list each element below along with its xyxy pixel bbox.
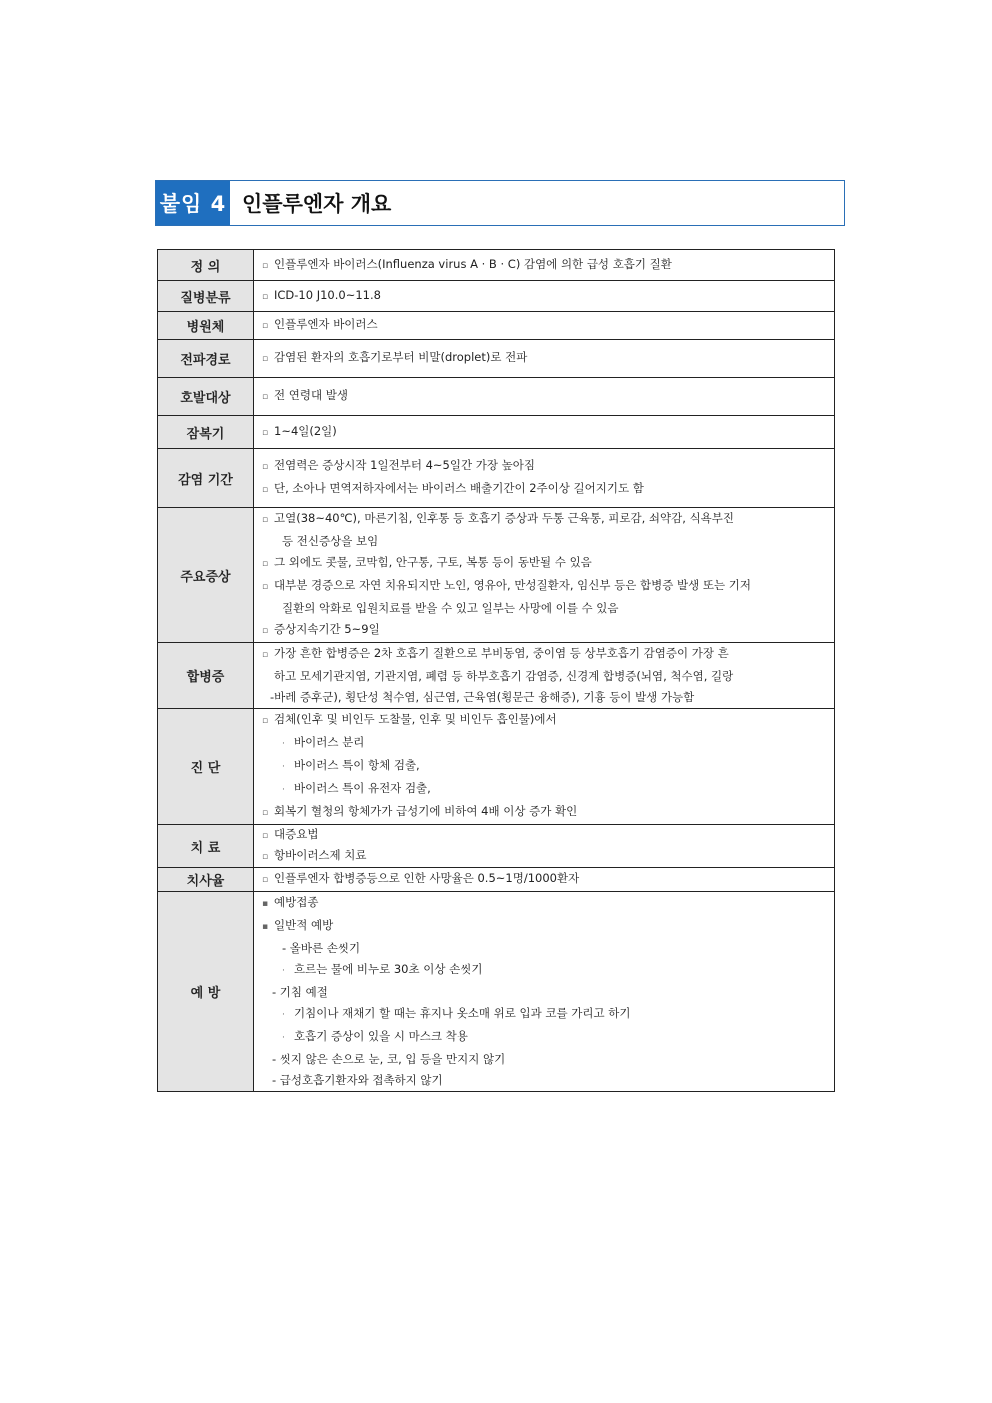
symptom-line: 그 외에도 콧물, 코막힘, 안구통, 구토, 복통 등이 동반될 수 있음	[274, 555, 592, 569]
table-row	[158, 868, 835, 892]
appendix-header	[155, 180, 845, 226]
bullet-icon: ▪	[262, 899, 269, 909]
table-row	[158, 281, 835, 312]
complication-line: -바레 증후군), 횡단성 척수염, 심근염, 근육염(횡문근 융해증), 기흉 등이 발생 가능함	[270, 690, 695, 704]
prevention-line: 기침이나 재채기 할 때는 휴지나 옷소매 위로 입과 코를 가리고 하기	[294, 1006, 631, 1020]
table-row	[158, 378, 835, 416]
target-text: 전 연령대 발생	[274, 388, 348, 402]
row-label: 주요증상	[158, 508, 254, 643]
bullet-icon: ▫	[262, 354, 269, 364]
bullet-icon: ▫	[262, 875, 269, 885]
prevention-line: 예방접종	[274, 895, 319, 909]
row-content	[254, 643, 835, 709]
symptom-line: 등 전신증상을 보임	[282, 534, 379, 548]
table-row	[158, 892, 835, 1092]
bullet-icon: ▫	[262, 291, 269, 302]
bullet-icon: ▫	[262, 427, 269, 438]
table-row	[158, 312, 835, 340]
bullet-icon: ▫	[262, 559, 269, 569]
complication-line: 하고 모세기관지염, 기관지염, 폐렴 등 하부호흡기 감염증, 신경계 합병증(뇌염, 척수염, 길랑	[274, 669, 734, 683]
row-content	[254, 868, 835, 892]
diagnosis-sub: 바이러스 특이 항체 검출,	[294, 758, 420, 772]
row-content	[254, 281, 835, 312]
bullet-icon: ▫	[262, 260, 269, 271]
row-content	[254, 709, 835, 825]
row-content	[254, 416, 835, 449]
bullet-icon: ▫	[262, 462, 269, 472]
row-content	[254, 378, 835, 416]
dot-icon: ·	[282, 739, 285, 749]
influenza-overview-table	[157, 249, 835, 1092]
row-content	[254, 825, 835, 868]
diagnosis-line: 검체(인후 및 비인두 도찰물, 인후 및 비인두 흡인물)에서	[274, 712, 557, 726]
classification-text: ICD-10 J10.0~11.8	[274, 287, 381, 302]
row-label: 치 료	[158, 825, 254, 868]
row-content	[254, 340, 835, 378]
definition-text: 인플루엔자 바이러스(Influenza virus A · B · C) 감염에 의한 급성 호흡기 질환	[274, 256, 672, 271]
prevention-line: 일반적 예방	[274, 918, 334, 932]
row-label: 병원체	[158, 312, 254, 340]
row-label: 진 단	[158, 709, 254, 825]
bullet-icon: ▫	[262, 852, 269, 862]
appendix-badge: 붙임 4	[156, 181, 230, 225]
bullet-icon: ▫	[262, 515, 269, 525]
table-row	[158, 709, 835, 825]
table-row	[158, 825, 835, 868]
row-label: 예 방	[158, 892, 254, 1092]
row-label: 감염 기간	[158, 449, 254, 508]
diagnosis-line: 회복기 혈청의 항체가가 급성기에 비하여 4배 이상 증가 확인	[274, 804, 578, 818]
fatality-text: 인플루엔자 합병증등으로 인한 사망율은 0.5~1명/1000환자	[274, 871, 580, 885]
bullet-icon: ▫	[262, 485, 269, 495]
dot-icon: ·	[282, 966, 285, 976]
row-label: 전파경로	[158, 340, 254, 378]
bullet-icon: ▫	[262, 392, 269, 402]
dot-icon: ·	[282, 762, 285, 772]
row-label: 질병분류	[158, 281, 254, 312]
prevention-line: 흐르는 물에 비누로 30초 이상 손씻기	[294, 962, 483, 976]
symptom-line: 대부분 경증으로 자연 치유되지만 노인, 영유아, 만성질환자, 임신부 등은 합병증 발생 또는 기저	[274, 578, 751, 592]
prevention-line: - 급성호흡기환자와 접촉하지 않기	[272, 1073, 443, 1087]
dot-icon: ·	[282, 1010, 285, 1020]
table-row	[158, 416, 835, 449]
bullet-icon: ▫	[262, 321, 269, 331]
row-label: 치사율	[158, 868, 254, 892]
row-content	[254, 449, 835, 508]
prevention-line: - 기침 예절	[272, 985, 328, 999]
diagnosis-sub: 바이러스 분리	[294, 735, 365, 749]
treatment-line: 대증요법	[274, 827, 319, 841]
bullet-icon: ▫	[262, 716, 269, 726]
page-title: 인플루엔자 개요	[242, 192, 392, 216]
prevention-line: - 올바른 손씻기	[282, 941, 361, 955]
pathogen-text: 인플루엔자 바이러스	[274, 317, 378, 331]
transmission-text: 감염된 환자의 호흡기로부터 비말(droplet)로 전파	[274, 350, 528, 364]
prevention-line: 호흡기 증상이 있을 시 마스크 착용	[294, 1029, 468, 1043]
table-row	[158, 508, 835, 643]
incubation-text: 1~4일(2일)	[274, 423, 337, 438]
treatment-line: 항바이러스제 치료	[274, 848, 367, 862]
row-label: 합병증	[158, 643, 254, 709]
bullet-icon: ▫	[262, 582, 269, 592]
bullet-icon: ▫	[262, 626, 269, 636]
row-content	[254, 892, 835, 1092]
dot-icon: ·	[282, 785, 285, 795]
complication-line: 가장 흔한 합병증은 2차 호흡기 질환으로 부비동염, 중이염 등 상부호흡기 감염증이 가장 흔	[274, 646, 729, 660]
row-label: 호발대상	[158, 378, 254, 416]
dot-icon: ·	[282, 1033, 285, 1043]
table-row	[158, 250, 835, 281]
table-row	[158, 643, 835, 709]
prevention-line: - 씻지 않은 손으로 눈, 코, 입 등을 만지지 않기	[272, 1052, 506, 1066]
symptom-line: 질환의 악화로 입원치료를 받을 수 있고 일부는 사망에 이를 수 있음	[282, 601, 619, 615]
bullet-icon: ▫	[262, 831, 269, 841]
symptom-line: 고열(38~40℃), 마른기침, 인후통 등 호흡기 증상과 두통 근육통, 피로감, 쇠약감, 식욕부진	[274, 511, 734, 525]
row-content	[254, 312, 835, 340]
table-row	[158, 449, 835, 508]
bullet-icon: ▪	[262, 922, 269, 932]
row-label: 정 의	[158, 250, 254, 281]
bullet-icon: ▫	[262, 650, 269, 660]
row-label: 잠복기	[158, 416, 254, 449]
table-row	[158, 340, 835, 378]
row-content	[254, 250, 835, 281]
row-content	[254, 508, 835, 643]
infectious-line: 단, 소아나 면역저하자에서는 바이러스 배출기간이 2주이상 길어지기도 함	[274, 481, 644, 495]
bullet-icon: ▫	[262, 808, 269, 818]
infectious-line: 전염력은 증상시작 1일전부터 4~5일간 가장 높아짐	[274, 458, 535, 472]
symptom-line: 증상지속기간 5~9일	[274, 622, 380, 636]
diagnosis-sub: 바이러스 특이 유전자 검출,	[294, 781, 431, 795]
